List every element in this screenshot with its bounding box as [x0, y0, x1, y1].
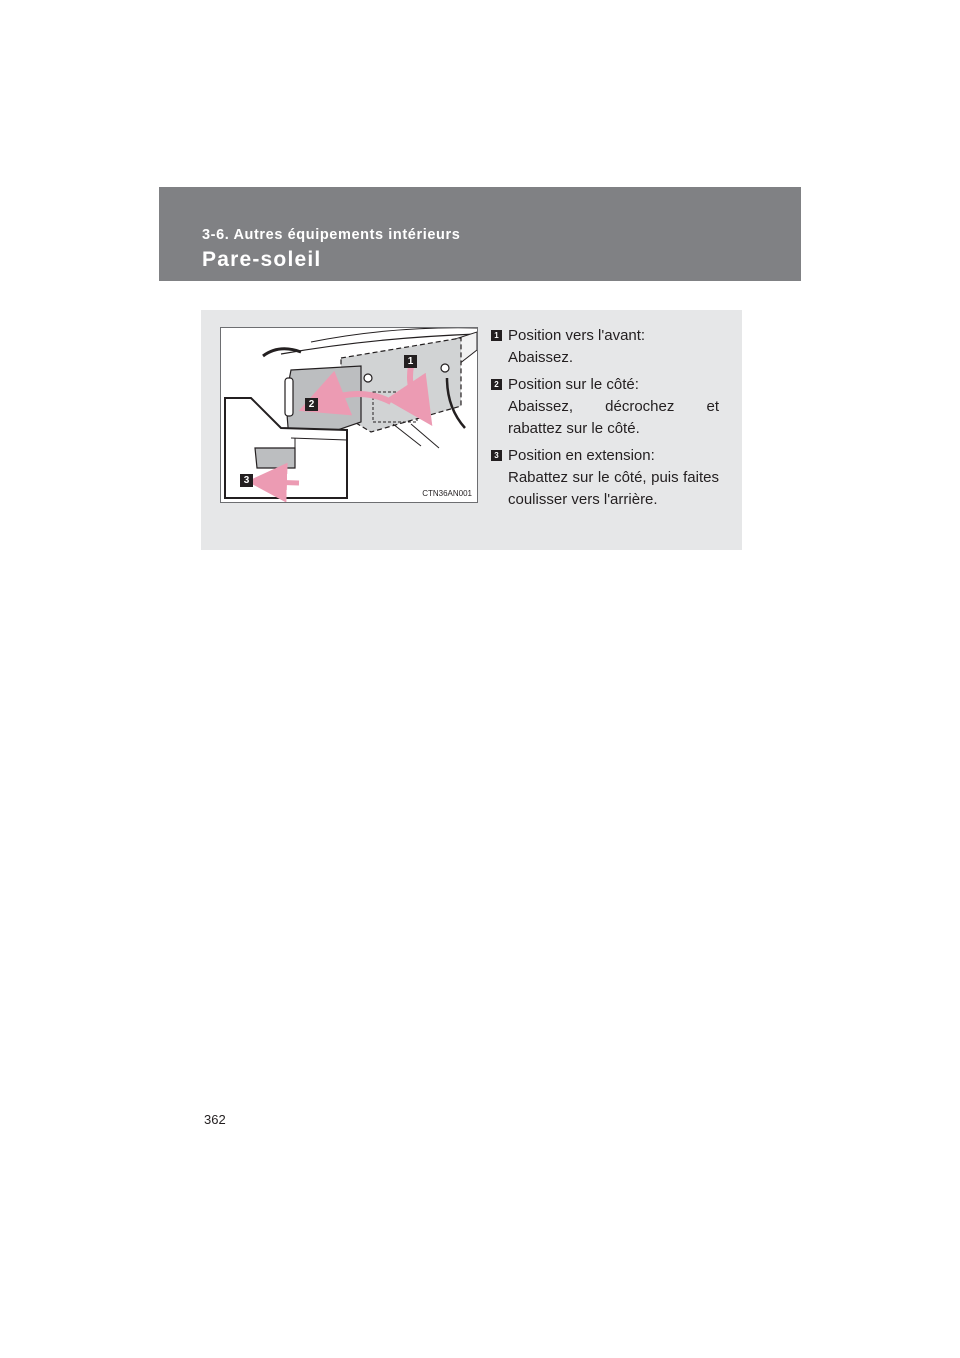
callout-1: 1	[404, 355, 417, 368]
step-description: Rabattez sur le côté, puis faites coulisser vers l'arrière.	[508, 469, 719, 508]
page-number: 362	[204, 1112, 226, 1127]
content-panel	[201, 310, 742, 550]
callout-3: 3	[240, 474, 253, 487]
step-title: Position sur le côté:	[508, 376, 639, 393]
step-title: Position en extension:	[508, 447, 655, 464]
sun-visor-illustration	[220, 327, 478, 503]
step-number-badge: 2	[491, 379, 502, 390]
sun-visor-drawing	[221, 328, 478, 503]
step-description: Abaissez, décrochez et rabattez sur le côté.	[508, 398, 719, 437]
chapter-header	[159, 187, 801, 281]
callout-2: 2	[305, 398, 318, 411]
step-item	[491, 325, 719, 369]
step-list	[491, 325, 719, 516]
figure-code: CTN36AN001	[422, 489, 472, 498]
section-label: 3-6. Autres équipements intérieurs	[202, 227, 461, 243]
step-item	[491, 445, 719, 511]
step-title: Position vers l'avant:	[508, 327, 646, 344]
step-number-badge: 1	[491, 330, 502, 341]
page-title: Pare-soleil	[202, 248, 322, 271]
step-number-badge: 3	[491, 450, 502, 461]
step-item	[491, 374, 719, 440]
step-description: Abaissez.	[508, 349, 574, 366]
